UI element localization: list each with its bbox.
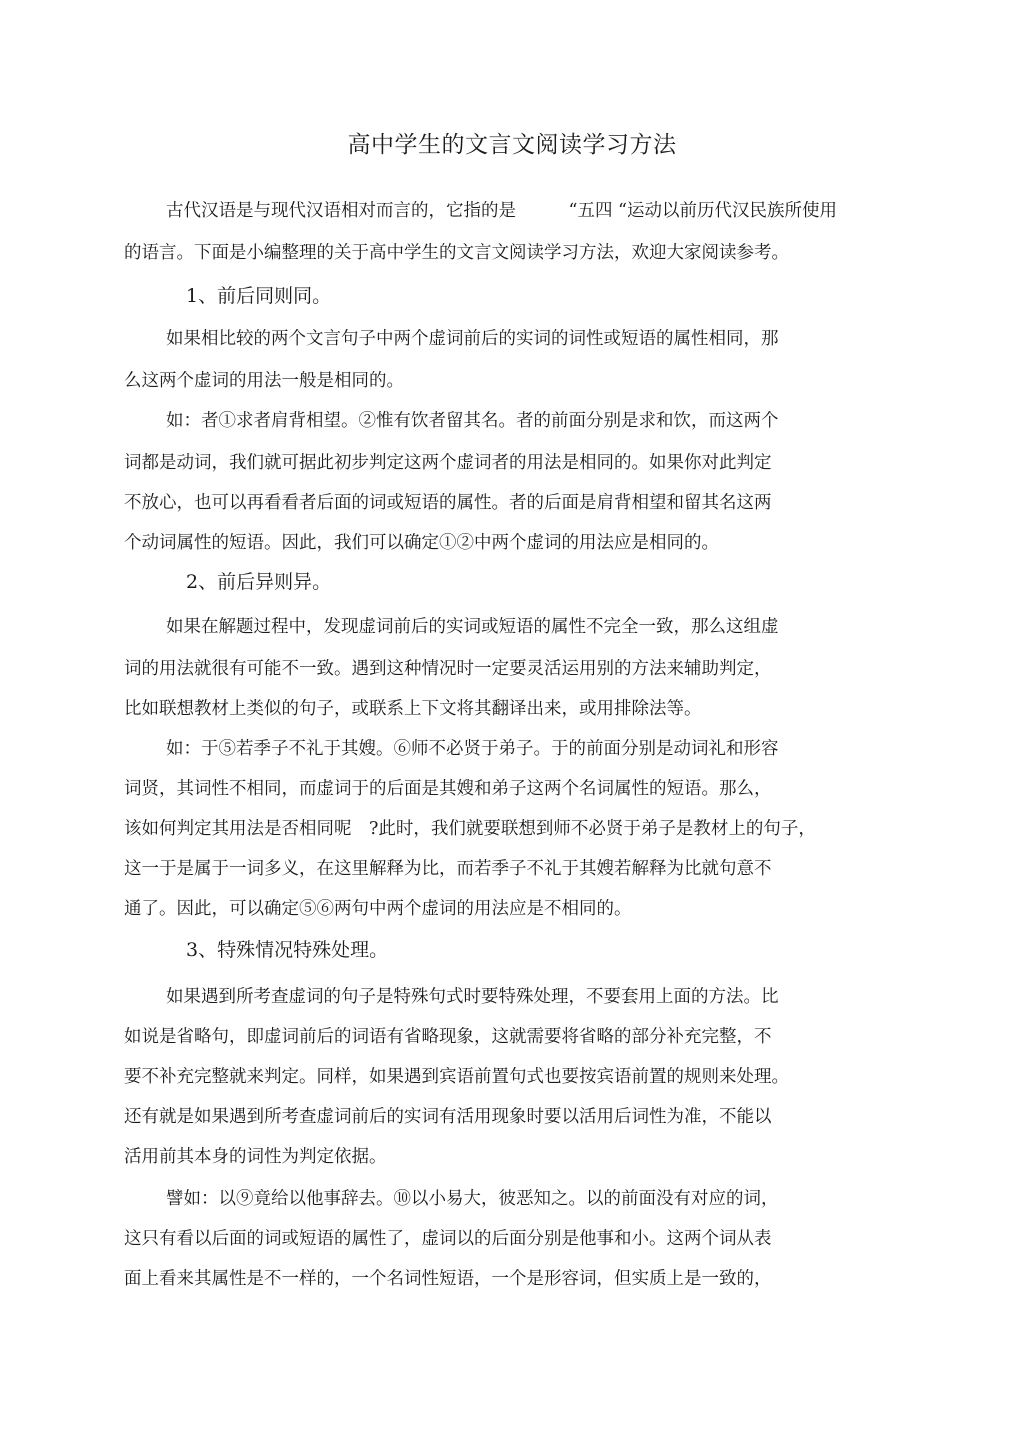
paragraph-line: 如：者①求者肩背相望。②惟有饮者留其名。者的前面分别是求和饮，而这两个: [166, 411, 779, 431]
paragraph-line: 词的用法就很有可能不一致。遇到这种情况时一定要灵活运用别的方法来辅助判定，: [124, 659, 772, 679]
section-heading-1: 1、前后同则同。: [186, 285, 332, 307]
paragraph-line: 如果遇到所考查虚词的句子是特殊句式时要特殊处理，不要套用上面的方法。比: [166, 987, 779, 1007]
paragraph-line: 个动词属性的短语。因此，我们可以确定①②中两个虚词的用法应是相同的。: [124, 533, 719, 553]
paragraph-line: 这只有看以后面的词或短语的属性了，虚词以的后面分别是他事和小。这两个词从表: [124, 1229, 772, 1249]
paragraph-line: 如：于⑤若季子不礼于其嫂。⑥师不必贤于弟子。于的前面分别是动词礼和形容: [166, 739, 779, 759]
paragraph-line: 词贤，其词性不相同，而虚词于的后面是其嫂和弟子这两个名词属性的短语。那么，: [124, 779, 772, 799]
paragraph-line: 比如联想教材上类似的句子，或联系上下文将其翻译出来，或用排除法等。: [124, 699, 702, 719]
paragraph-line: 不放心，也可以再看看者后面的词或短语的属性。者的后面是肩背相望和留其名这两: [124, 493, 772, 513]
paragraph-line: 这一于是属于一词多义，在这里解释为比，而若季子不礼于其嫂若解释为比就句意不: [124, 859, 772, 879]
document-title: 高中学生的文言文阅读学习方法: [347, 132, 677, 158]
paragraph-line: 譬如：以⑨竟给以他事辞去。⑩以小易大，彼恶知之。以的前面没有对应的词，: [166, 1189, 779, 1209]
paragraph-line: 如果相比较的两个文言句子中两个虚词前后的实词的词性或短语的属性相同，那: [166, 329, 779, 349]
paragraph-line: 通了。因此，可以确定⑤⑥两句中两个虚词的用法应是不相同的。: [124, 899, 632, 919]
paragraph-line: 如果在解题过程中，发现虚词前后的实词或短语的属性不完全一致，那么这组虚: [166, 617, 779, 637]
section-heading-3: 3、特殊情况特殊处理。: [186, 939, 389, 961]
paragraph-line: 该如何判定其用法是否相同呢 ?此时，我们就要联想到师不必贤于弟子是教材上的句子，: [124, 819, 816, 839]
paragraph-line: 词都是动词，我们就可据此初步判定这两个虚词者的用法是相同的。如果你对此判定: [124, 453, 772, 473]
paragraph-line: 活用前其本身的词性为判定依据。: [124, 1147, 387, 1167]
paragraph-line: 如说是省略句，即虚词前后的词语有省略现象，这就需要将省略的部分补充完整，不: [124, 1027, 772, 1047]
intro-line: 的语言。下面是小编整理的关于高中学生的文言文阅读学习方法，欢迎大家阅读参考。: [124, 243, 789, 263]
paragraph-line: 面上看来其属性是不一样的，一个名词性短语，一个是形容词，但实质上是一致的，: [124, 1269, 772, 1289]
intro-line: 古代汉语是与现代汉语相对而言的，它指的是 “五四 “运动以前历代汉民族所使用: [166, 201, 837, 221]
paragraph-line: 要不补充完整就来判定。同样，如果遇到宾语前置句式也要按宾语前置的规则来处理。: [124, 1067, 789, 1087]
section-heading-2: 2、前后异则异。: [186, 571, 332, 593]
paragraph-line: 么这两个虚词的用法一般是相同的。: [124, 371, 404, 391]
paragraph-line: 还有就是如果遇到所考查虚词前后的实词有活用现象时要以活用后词性为准，不能以: [124, 1107, 772, 1127]
